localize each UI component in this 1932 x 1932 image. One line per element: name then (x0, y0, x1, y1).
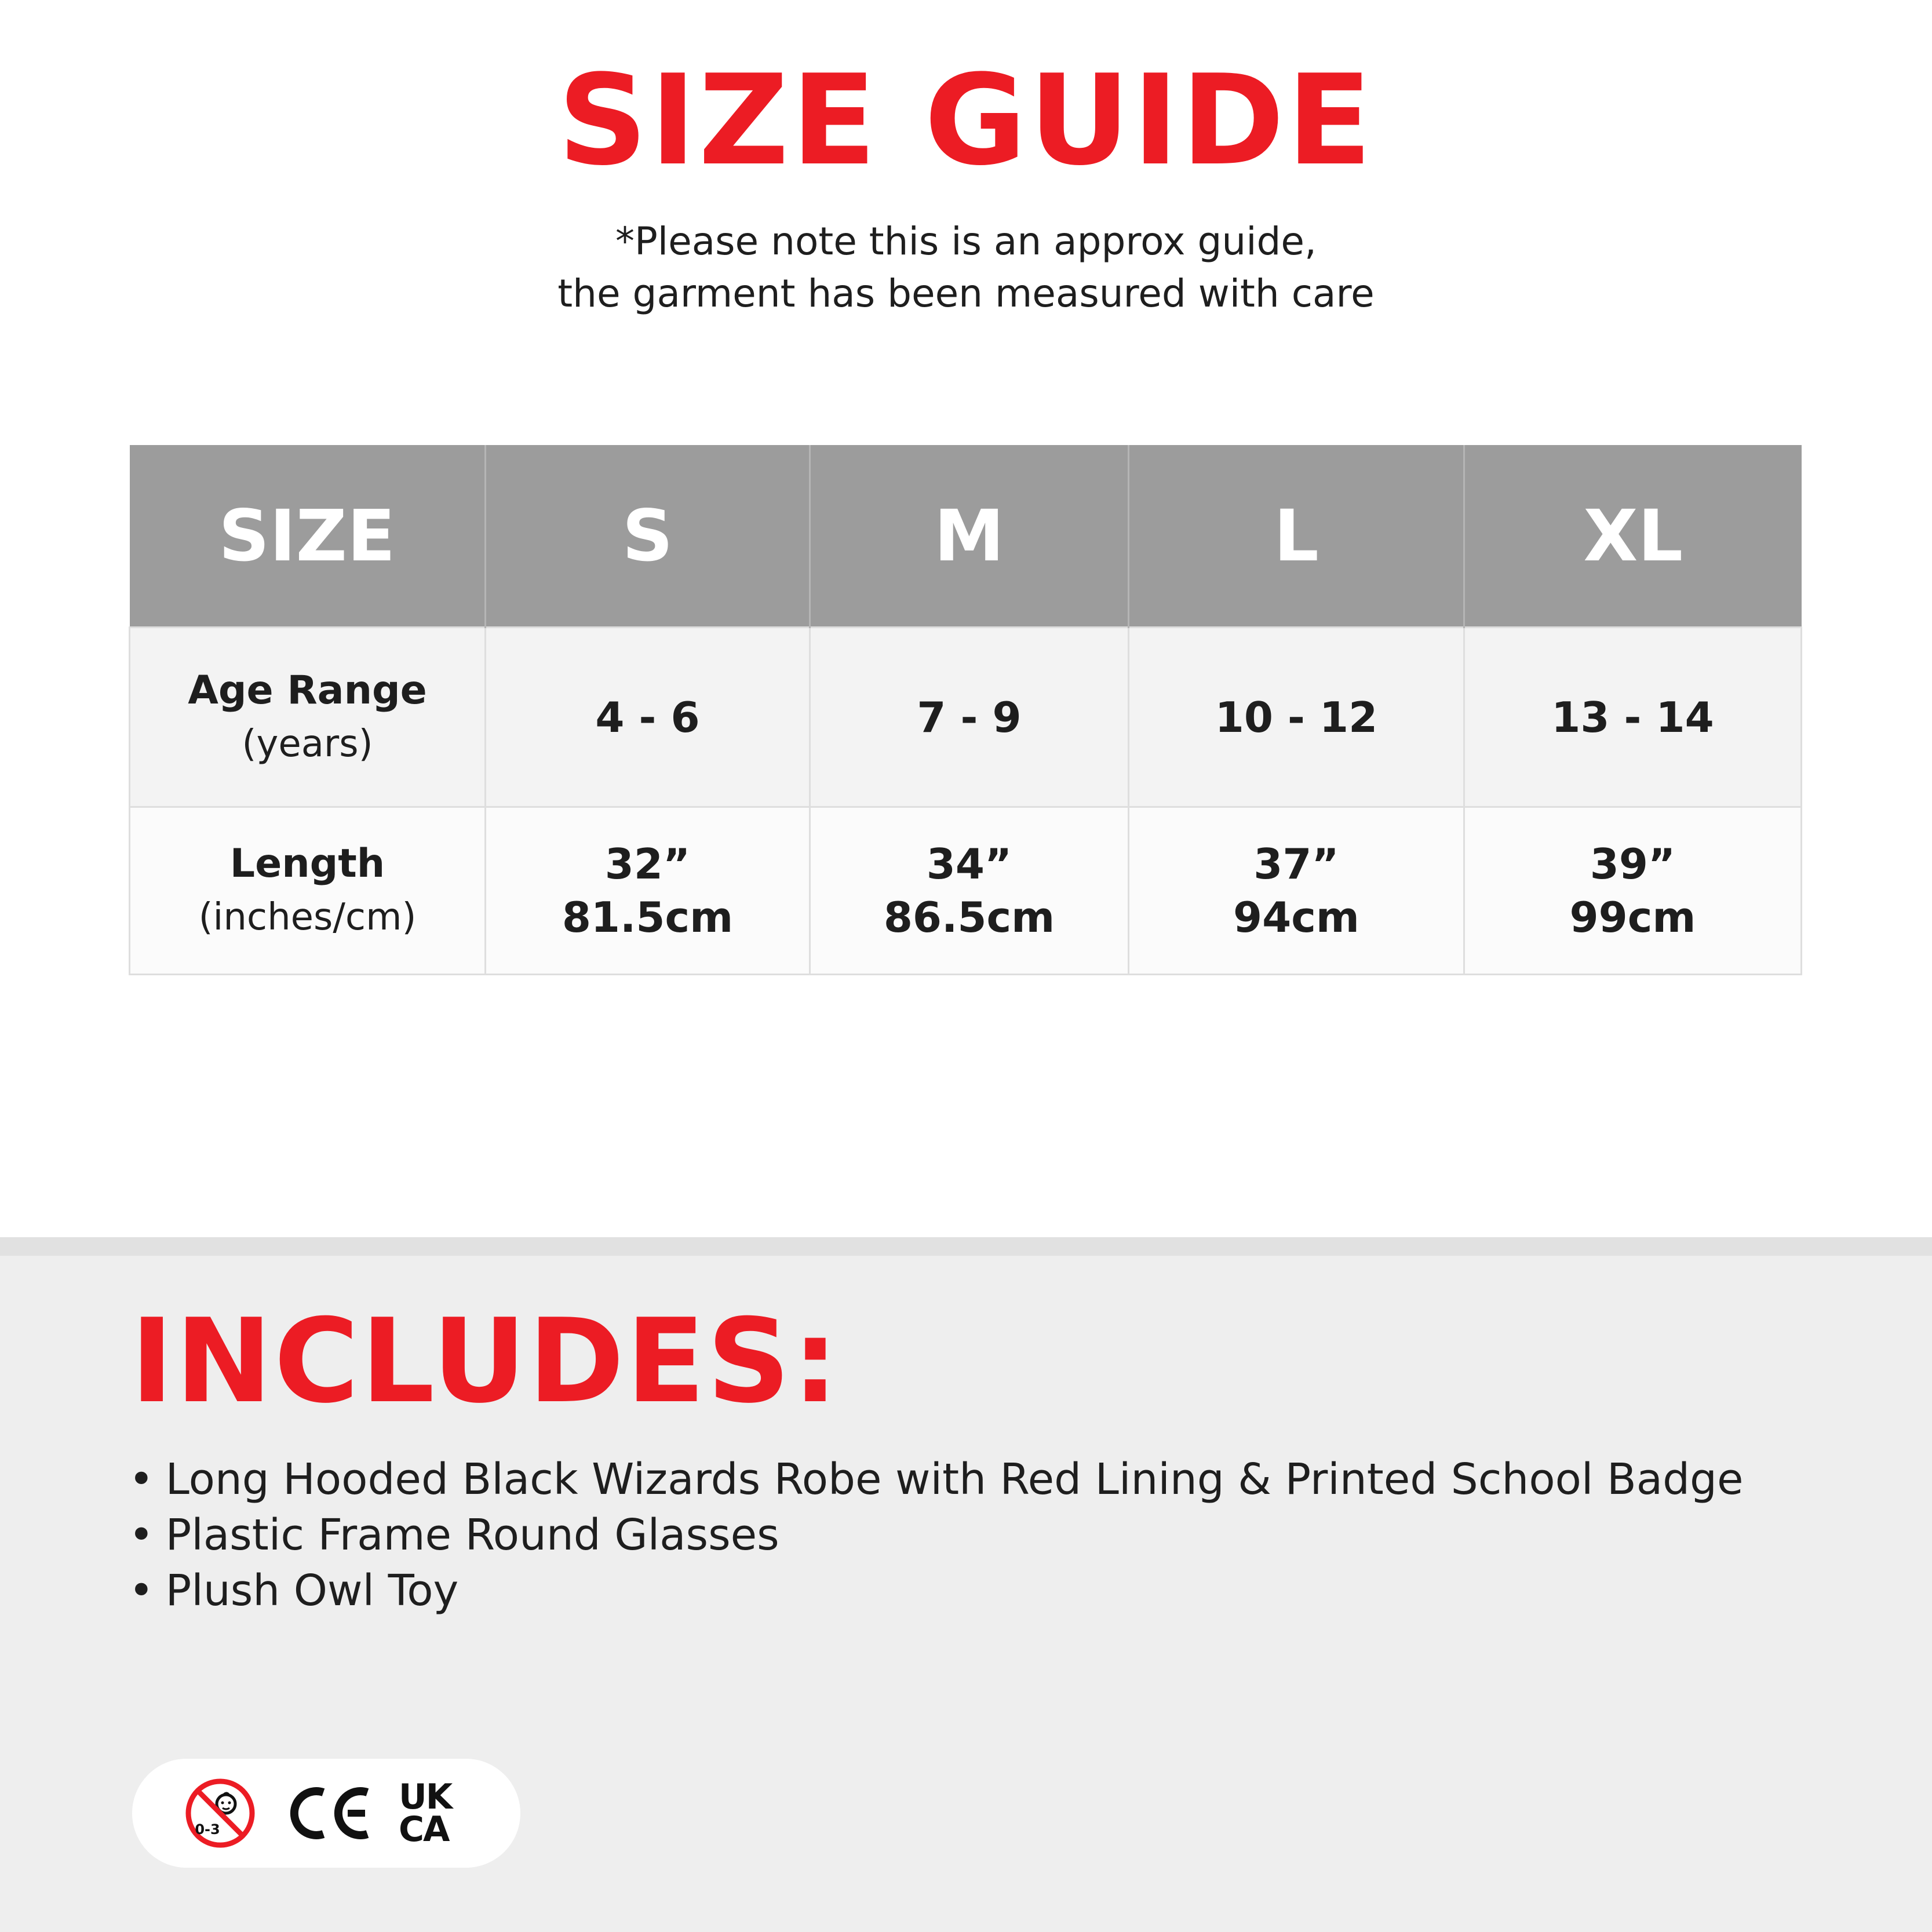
table-row (130, 807, 1802, 975)
age-value: 13 - 14 (1551, 692, 1714, 742)
includes-list (129, 1452, 1744, 1618)
age-cell-m (810, 628, 1129, 807)
length-inches: 39” (1590, 840, 1676, 888)
length-inches: 32” (604, 840, 691, 888)
age-warning-text: 0-3 (195, 1821, 220, 1838)
age-value: 7 - 9 (917, 692, 1022, 742)
length-label: Length (229, 841, 385, 887)
list-item: • Plastic Frame Round Glasses (129, 1507, 1744, 1563)
length-cell-xl (1464, 807, 1802, 975)
table-row (130, 628, 1802, 807)
safety-badges (132, 1759, 520, 1868)
ce-mark-icon (287, 1784, 374, 1842)
not-suitable-under-3-icon (185, 1778, 255, 1848)
length-cell-l (1129, 807, 1464, 975)
length-inches: 37” (1253, 840, 1339, 888)
note-line-1: *Please note this is an approx guide, (615, 219, 1317, 264)
ukca-line-2: CA (399, 1809, 449, 1850)
length-cm: 94cm (1233, 893, 1359, 942)
age-range-unit: (years) (242, 722, 373, 765)
header-m: M (810, 445, 1129, 628)
length-cell-m (810, 807, 1129, 975)
length-inches: 34” (926, 840, 1012, 888)
age-value: 10 - 12 (1215, 692, 1378, 742)
list-item: • Plush Owl Toy (129, 1563, 1744, 1618)
size-table (129, 445, 1802, 975)
age-range-label: Age Range (188, 667, 427, 713)
measurement-note (0, 216, 1932, 320)
age-cell-xl (1464, 628, 1802, 807)
table-header-row (130, 445, 1802, 628)
note-line-2: the garment has been measured with care (557, 271, 1375, 316)
length-cell-s (486, 807, 810, 975)
header-l: L (1129, 445, 1464, 628)
includes-title: INCLUDES: (130, 1294, 840, 1429)
ukca-mark-icon (399, 1777, 474, 1850)
age-cell-s (486, 628, 810, 807)
length-cm: 99cm (1569, 893, 1696, 942)
ukca-line-1: UK (399, 1777, 452, 1817)
length-unit: (inches/cm) (198, 896, 417, 939)
row-label-age (130, 628, 486, 807)
page-title: SIZE GUIDE (557, 48, 1375, 193)
age-cell-l (1129, 628, 1464, 807)
header-s: S (486, 445, 810, 628)
row-label-length (130, 807, 486, 975)
header-size: SIZE (130, 445, 486, 628)
list-item: • Long Hooded Black Wizards Robe with Red Lining & Printed School Badge (129, 1452, 1744, 1507)
age-value: 4 - 6 (595, 692, 700, 742)
length-cm: 86.5cm (883, 893, 1055, 942)
length-cm: 81.5cm (562, 893, 734, 942)
header-xl: XL (1464, 445, 1802, 628)
